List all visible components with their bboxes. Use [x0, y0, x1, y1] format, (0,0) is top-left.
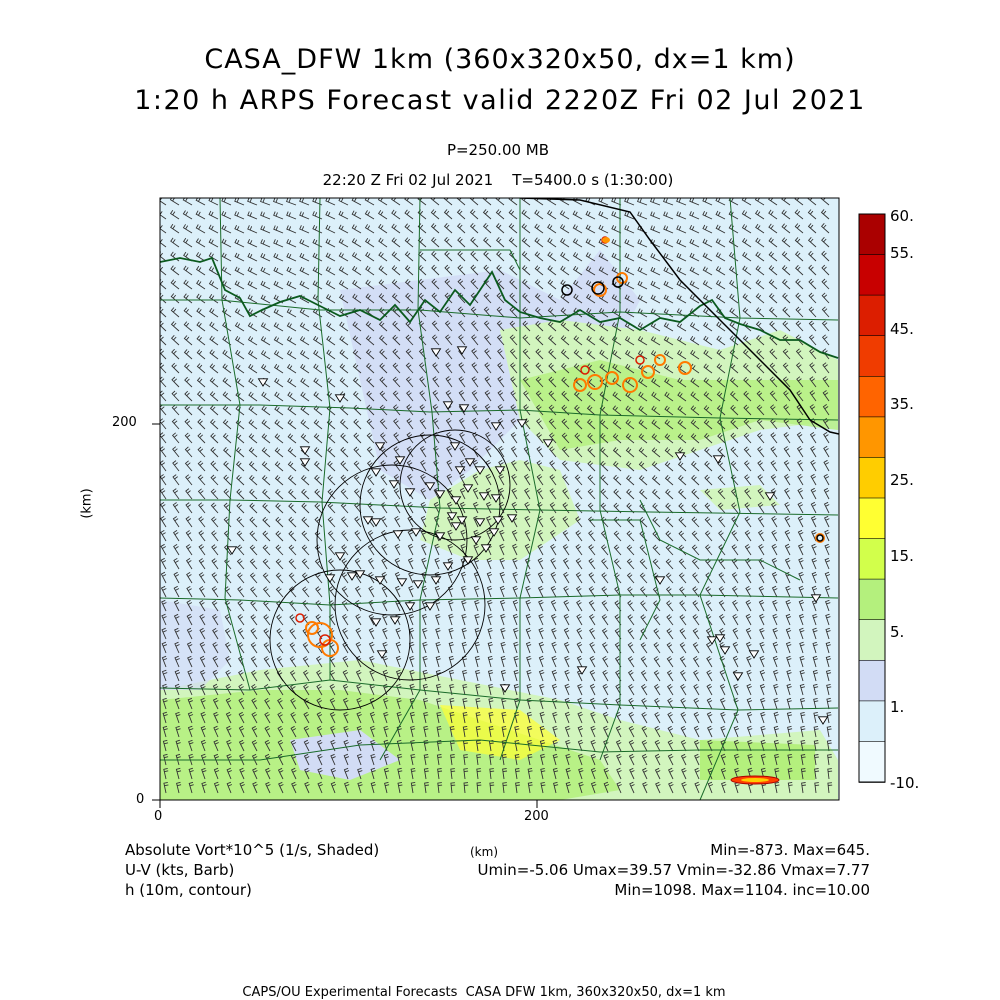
colorbar	[859, 214, 885, 783]
y-axis-label: (km)	[79, 488, 95, 519]
field-3-range: Min=1098. Max=1104. inc=10.00	[614, 881, 870, 899]
colorbar-segment	[859, 376, 885, 417]
colorbar-segment	[859, 457, 885, 498]
x-tick-0: 0	[154, 809, 163, 824]
y-tick-200: 200	[112, 415, 137, 430]
colorbar-label: 25.	[890, 471, 914, 489]
field-3-label: h (10m, contour)	[125, 881, 252, 899]
colorbar-segment	[859, 498, 885, 539]
credit-line: CAPS/OU Experimental Forecasts CASA DFW 1km, 360x320x50, dx=1 km	[242, 985, 726, 1000]
colorbar-label: 1.	[890, 698, 905, 716]
colorbar-segment	[859, 539, 885, 580]
colorbar-segment	[859, 741, 885, 782]
y-tick-0: 0	[136, 792, 145, 807]
field-1-range: Min=-873. Max=645.	[710, 841, 870, 859]
title-line-1: CASA_DFW 1km (360x320x50, dx=1 km)	[204, 44, 796, 75]
colorbar-label: -10.	[890, 774, 920, 792]
x-axis-label: (km)	[470, 845, 499, 859]
colorbar-segment	[859, 579, 885, 620]
colorbar-segment	[859, 336, 885, 377]
colorbar-segment	[859, 660, 885, 701]
field-2-range: Umin=-5.06 Umax=39.57 Vmin=-32.86 Vmax=7.77	[477, 861, 870, 879]
colorbar-label: 5.	[890, 623, 905, 641]
valid-time: 22:20 Z Fri 02 Jul 2021 T=5400.0 s (1:30:00)	[322, 171, 674, 189]
pressure-level: P=250.00 MB	[446, 141, 550, 159]
colorbar-label: 55.	[890, 244, 914, 262]
colorbar-segment	[859, 295, 885, 336]
colorbar-segment	[859, 417, 885, 458]
colorbar-label: 35.	[890, 395, 914, 413]
colorbar-label: 60.	[890, 207, 914, 225]
colorbar-segment	[859, 620, 885, 661]
colorbar-label: 45.	[890, 320, 914, 338]
field-1-label: Absolute Vort*10^5 (1/s, Shaded)	[125, 841, 380, 859]
x-tick-200: 200	[524, 809, 549, 824]
colorbar-segment	[859, 701, 885, 742]
colorbar-label: 15.	[890, 547, 914, 565]
colorbar-segment	[859, 214, 885, 255]
colorbar-segment	[859, 255, 885, 296]
title-line-2: 1:20 h ARPS Forecast valid 2220Z Fri 02 Jul 2021	[134, 85, 866, 116]
field-2-label: U-V (kts, Barb)	[125, 861, 235, 879]
